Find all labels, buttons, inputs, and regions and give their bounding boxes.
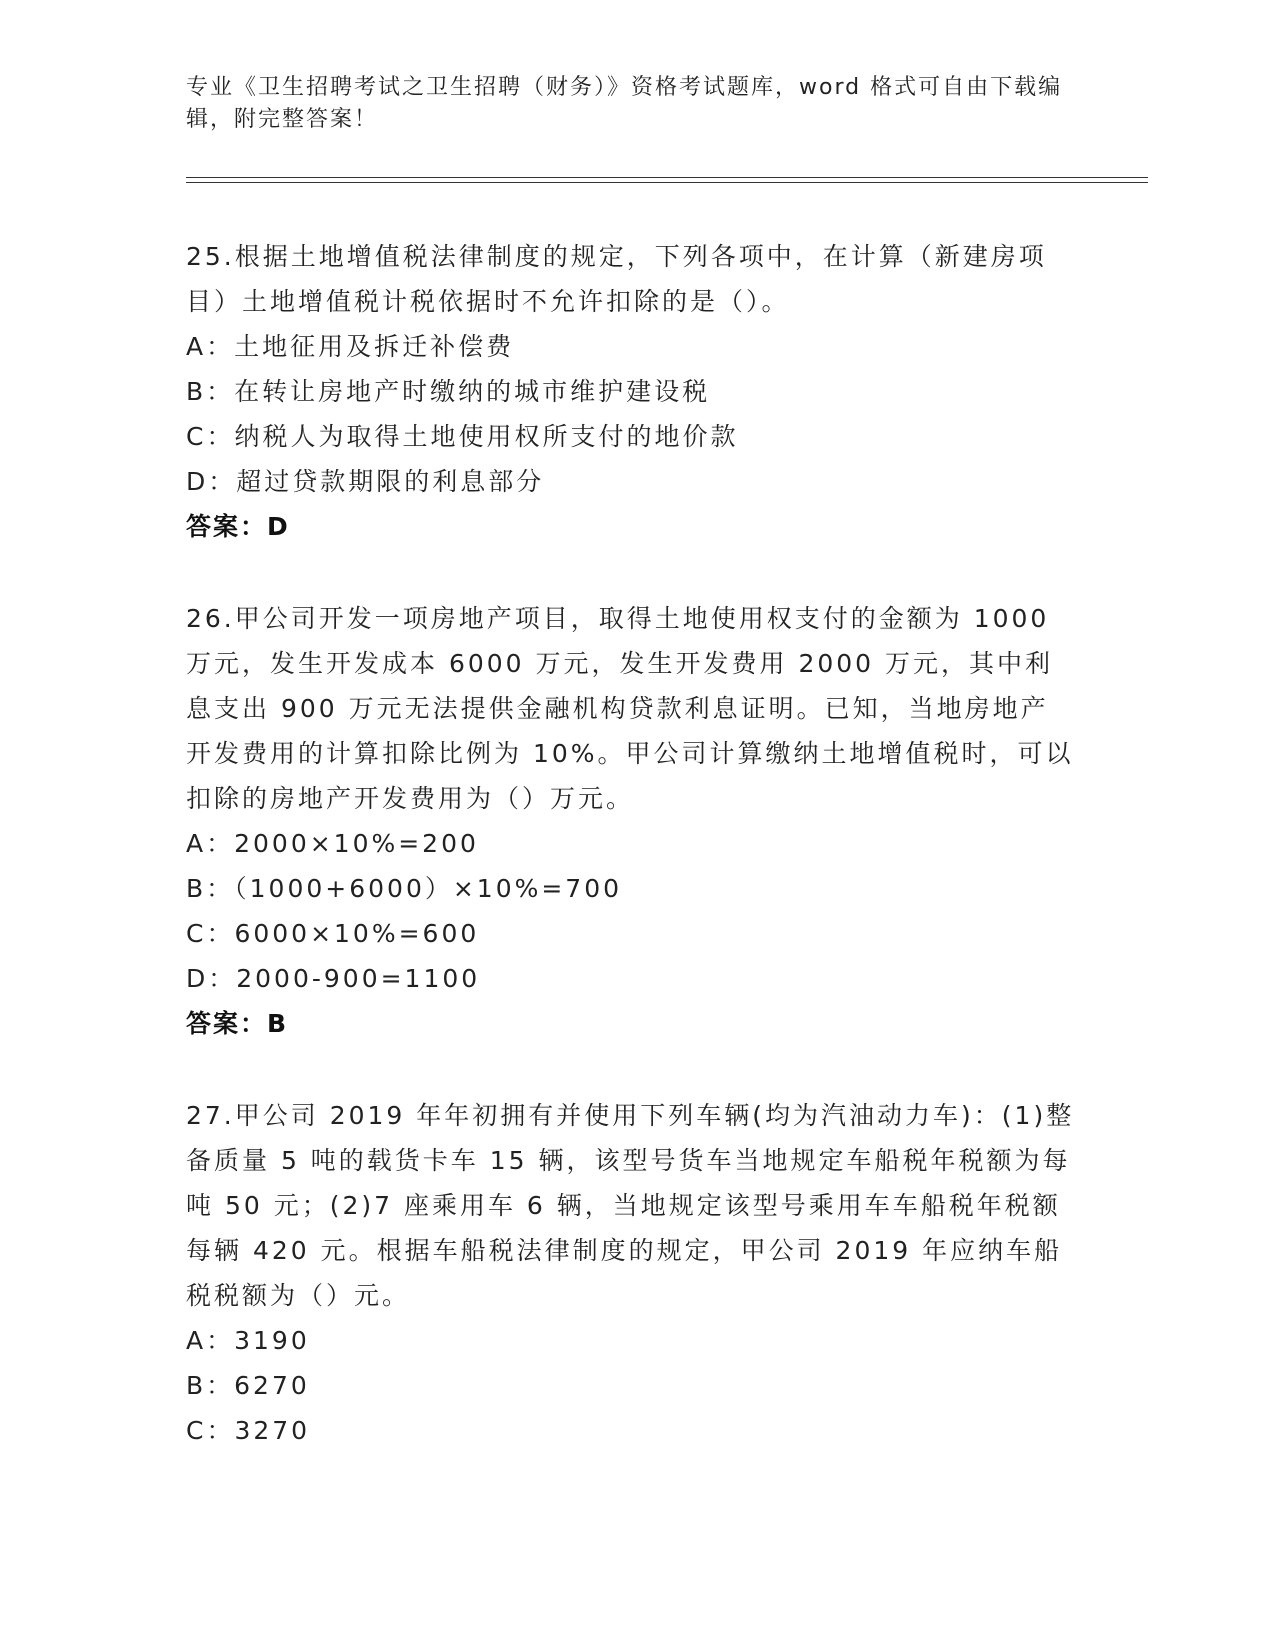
question-stem: 25.根据土地增值税法律制度的规定，下列各项中，在计算（新建房项目）土地增值税计税依据时不允许扣除的是（）。 (186, 242, 1047, 316)
option-a: A：土地征用及拆迁补偿费 (186, 332, 515, 361)
option-list (186, 1318, 1076, 1453)
header-divider-bottom (186, 182, 1148, 183)
document-header: 专业《卫生招聘考试之卫生招聘（财务）》资格考试题库，word 格式可自由下载编辑，附完整答案！ (186, 75, 1063, 132)
option-b: B：在转让房地产时缴纳的城市维护建设税 (186, 377, 711, 406)
option-c: C：3270 (186, 1416, 311, 1445)
question-25 (186, 234, 1076, 549)
question-stem: 26.甲公司开发一项房地产项目，取得土地使用权支付的金额为 1000 万元，发生开发成本 6000 万元，发生开发费用 2000 万元，其中利息支出 900 万元无法提供金融机构贷款利息证明。已知，当地房地产开发费用的计算扣除比例为 10%。甲公司计算缴纳土地增值税时，可以扣除的房地产开发费用为（）万元。 (186, 604, 1074, 813)
question-stem: 27.甲公司 2019 年年初拥有并使用下列车辆(均为汽油动力车)：(1)整备质量 5 吨的载货卡车 15 辆，该型号货车当地规定车船税年税额为每吨 50 元；(2)7 座乘用车 6 辆，当地规定该型号乘用车车船税年税额每辆 420 元。根据车船税法律制度的规定，甲公司 2019 年应纳车船税税额为（）元。 (186, 1101, 1075, 1310)
option-a: A：3190 (186, 1326, 310, 1355)
answer-label: 答案：B (186, 1009, 289, 1038)
header-divider-top (186, 177, 1148, 178)
option-c: C：纳税人为取得土地使用权所支付的地价款 (186, 422, 739, 451)
option-c: C：6000×10%=600 (186, 919, 480, 948)
option-d: D：2000-900=1100 (186, 964, 481, 993)
option-list (186, 324, 1076, 504)
option-list (186, 821, 1076, 1001)
option-b: B：6270 (186, 1371, 310, 1400)
option-d: D：超过贷款期限的利息部分 (186, 467, 545, 496)
option-b: B：（1000+6000）×10%=700 (186, 874, 623, 903)
question-26 (186, 596, 1076, 1046)
question-27 (186, 1093, 1076, 1453)
option-a: A：2000×10%=200 (186, 829, 479, 858)
answer-label: 答案：D (186, 512, 290, 541)
